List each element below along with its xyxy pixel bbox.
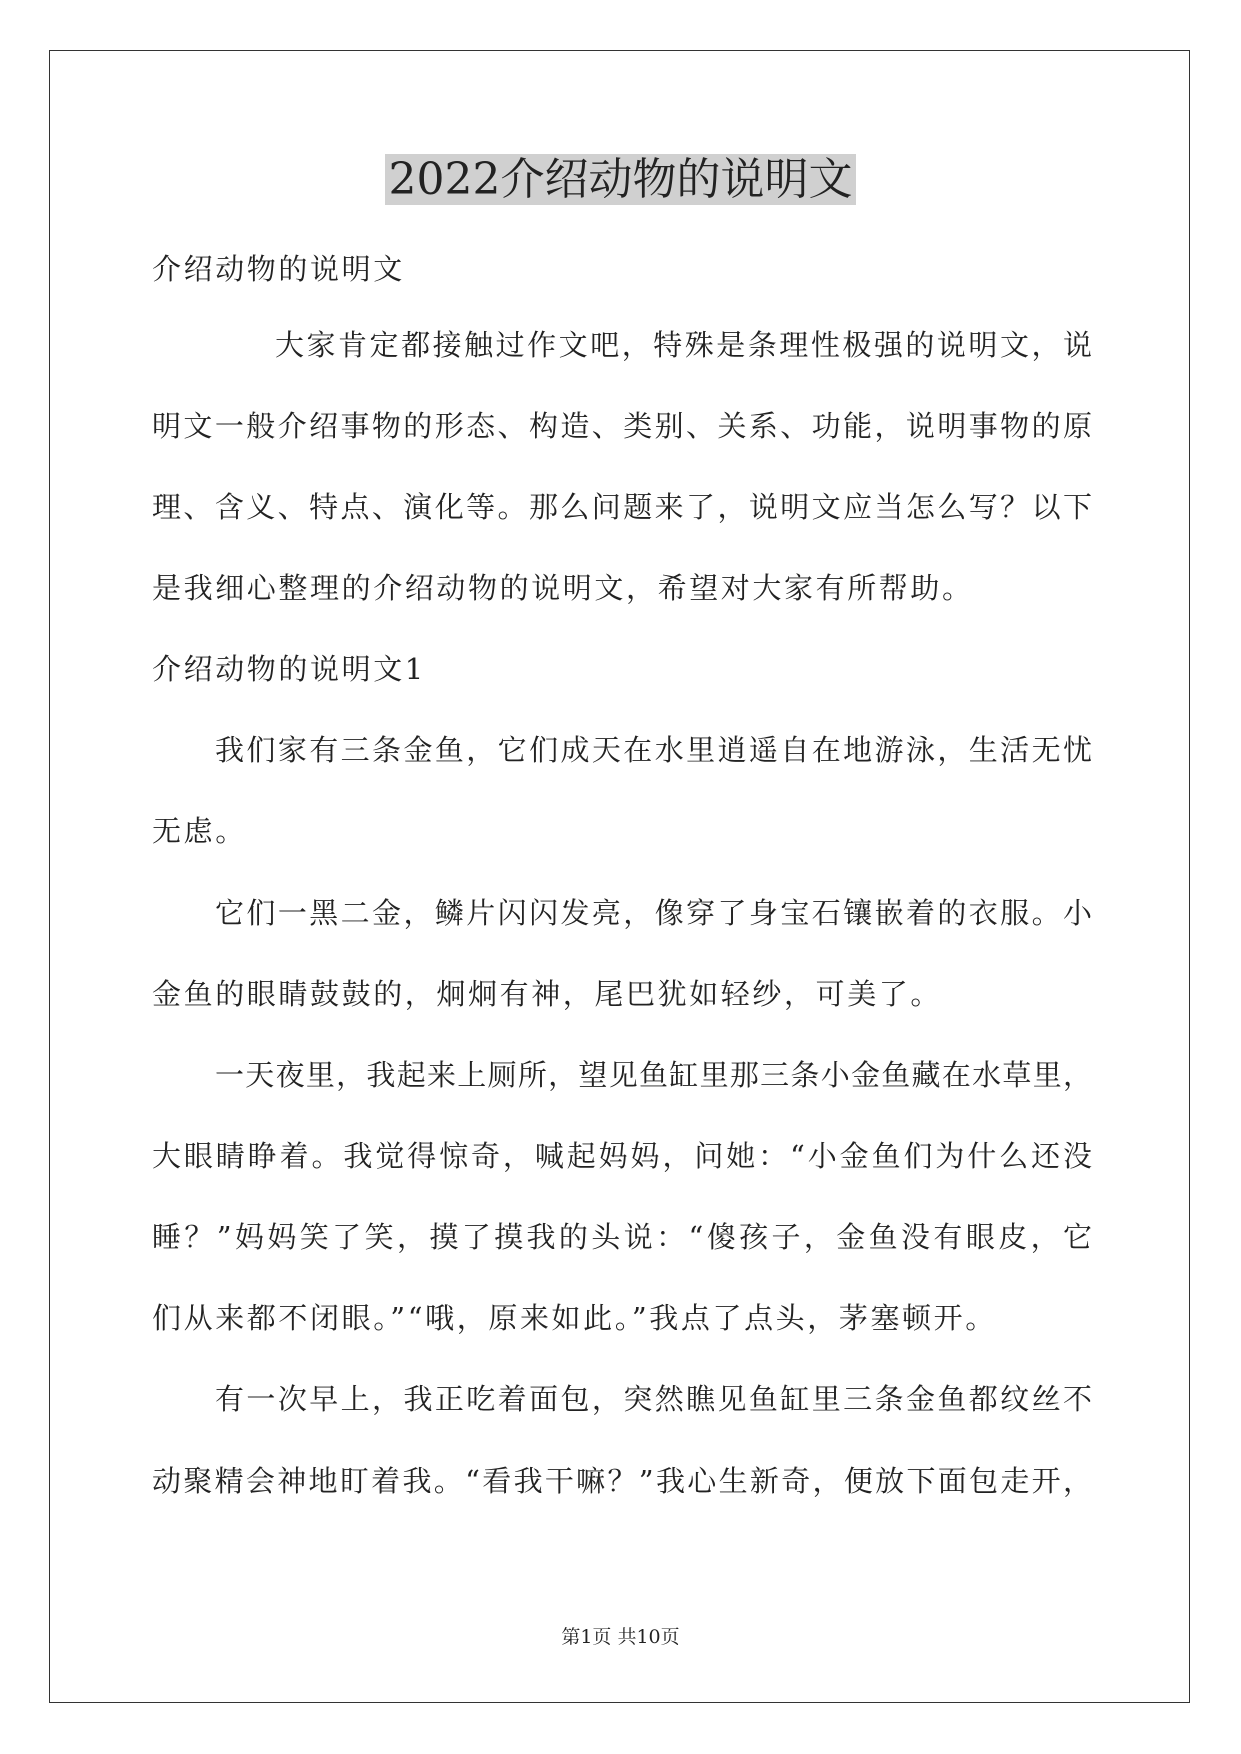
paragraph-line: 金鱼的眼睛鼓鼓的，炯炯有神，尾巴犹如轻纱，可美了。 (152, 977, 943, 1011)
paragraph-line: 一天夜里，我起来上厕所，望见鱼缸里那三条小金鱼藏在水草里， (215, 1058, 1092, 1092)
paragraph-line: 我们家有三条金鱼，它们成天在水里逍遥自在地游泳，生活无忧 (215, 733, 1092, 767)
document-title (0, 150, 1241, 210)
paragraph-line: 它们一黑二金，鳞片闪闪发亮，像穿了身宝石镶嵌着的衣服。小 (215, 896, 1092, 930)
document-title-text: 2022介绍动物的说明文 (385, 154, 857, 205)
paragraph-line: 大家肯定都接触过作文吧，特殊是条理性极强的说明文，说 (275, 328, 1092, 362)
paragraph-line: 是我细心整理的介绍动物的说明文，希望对大家有所帮助。 (152, 571, 974, 605)
paragraph-line: 们从来都不闭眼。”“哦，原来如此。”我点了点头，茅塞顿开。 (152, 1301, 997, 1335)
paragraph-line: 无虑。 (152, 814, 247, 848)
paragraph-line: 有一次早上，我正吃着面包，突然瞧见鱼缸里三条金鱼都纹丝不 (215, 1382, 1092, 1416)
paragraph-line: 大眼睛睁着。我觉得惊奇，喊起妈妈，问她：“小金鱼们为什么还没 (152, 1139, 1092, 1173)
subtitle: 介绍动物的说明文 (152, 252, 405, 286)
paragraph-line: 理、含义、特点、演化等。那么问题来了，说明文应当怎么写？以下 (152, 490, 1092, 524)
section-heading: 介绍动物的说明文1 (152, 652, 426, 686)
page-footer: 第1页 共10页 (561, 1626, 680, 1648)
paragraph-line: 动聚精会神地盯着我。“看我干嘛？”我心生新奇，便放下面包走开， (152, 1464, 1092, 1498)
paragraph-line: 明文一般介绍事物的形态、构造、类别、关系、功能，说明事物的原 (152, 409, 1092, 443)
paragraph-line: 睡？”妈妈笑了笑，摸了摸我的头说：“傻孩子，金鱼没有眼皮，它 (152, 1220, 1092, 1254)
page-border (49, 50, 1190, 1703)
